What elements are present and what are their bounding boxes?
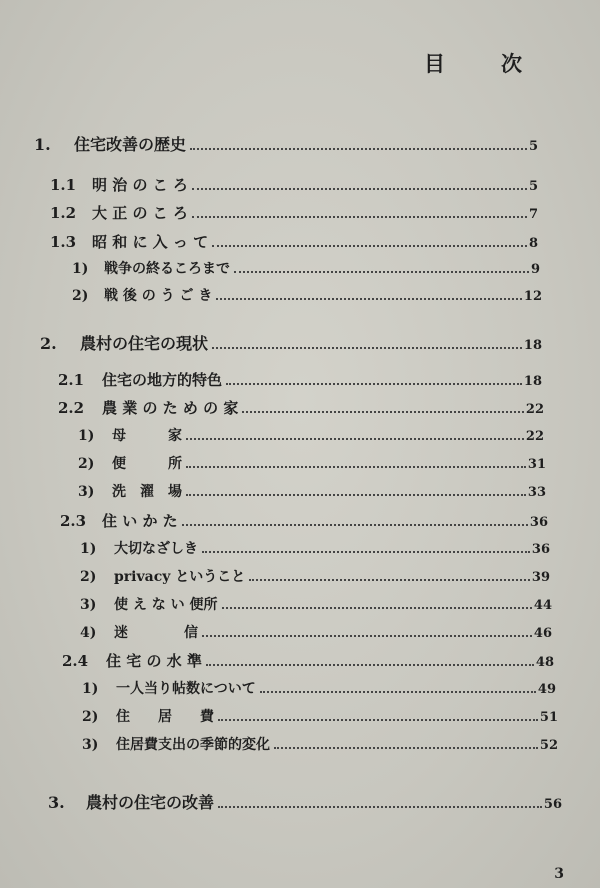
toc-title: [424, 48, 522, 78]
toc-heading: privacy ということ: [114, 569, 246, 585]
dot-leader: [226, 383, 522, 385]
toc-page-number: 39: [531, 570, 550, 585]
dot-leader: [218, 806, 542, 808]
dot-leader: [260, 691, 536, 693]
toc-subsection: [72, 258, 540, 278]
toc-heading: 農村の住宅の現状: [80, 334, 209, 353]
dot-leader: [192, 216, 527, 218]
dot-leader: [186, 466, 526, 468]
toc-page-number: 36: [529, 515, 548, 530]
toc-heading: 住 い か た: [102, 512, 178, 530]
toc-page-number: 9: [530, 262, 540, 277]
toc-heading: 農村の住宅の改善: [86, 793, 215, 812]
toc-page-number: 56: [543, 797, 562, 812]
toc-page-number: 46: [533, 626, 552, 641]
dot-leader: [186, 438, 524, 440]
toc-number: 2.4: [62, 652, 89, 670]
toc-chapter-3: [48, 790, 562, 813]
toc-heading: 明 治 の こ ろ: [92, 176, 188, 194]
dot-leader: [222, 607, 532, 609]
toc-heading: 母 家: [112, 428, 182, 444]
toc-heading: 住 居 費: [116, 709, 214, 725]
toc-heading: 農 業 の た め の 家: [102, 399, 239, 417]
toc-chapter-1: [34, 132, 538, 155]
toc-page-number: 8: [528, 236, 538, 251]
dot-leader: [234, 271, 529, 273]
toc-page-number: 52: [539, 738, 558, 753]
toc-heading: 住宅改善の歴史: [74, 135, 187, 154]
toc-section-2-1: [58, 369, 542, 390]
toc-section-1-3: [50, 231, 538, 252]
toc-number: 1): [82, 681, 99, 697]
toc-page-number: 49: [537, 682, 556, 697]
toc-subsection: [82, 706, 558, 726]
toc-subsection: [80, 622, 552, 642]
toc-title-char-1: 目: [424, 51, 445, 76]
dot-leader: [249, 579, 530, 581]
toc-number: 1.: [34, 135, 51, 154]
toc-number: 1): [78, 428, 95, 444]
toc-number: 2): [72, 288, 89, 304]
toc-section-1-1: [50, 174, 538, 195]
toc-page-number: 36: [531, 542, 550, 557]
dot-leader: [202, 635, 532, 637]
toc-page-number: 44: [533, 598, 552, 613]
toc-subsection: [80, 594, 552, 614]
toc-subsection: [72, 285, 542, 305]
dot-leader: [274, 747, 538, 749]
toc-page-number: 22: [525, 402, 544, 417]
toc-page-number: 22: [525, 429, 544, 444]
toc-subsection: [78, 481, 546, 501]
toc-number: 1): [80, 541, 97, 557]
dot-leader: [212, 245, 527, 247]
toc-section-1-2: [50, 202, 538, 223]
dot-leader: [242, 411, 524, 413]
dot-leader: [192, 188, 527, 190]
toc-heading: 大切なざしき: [114, 541, 198, 557]
toc-number: 3): [78, 484, 95, 500]
toc-heading: 住居費支出の季節的変化: [116, 737, 270, 753]
toc-page-number: 31: [527, 457, 546, 472]
dot-leader: [182, 524, 528, 526]
toc-heading: 戦 後 の う ご き: [104, 288, 213, 304]
toc-subsection: [80, 538, 550, 558]
dot-leader: [186, 494, 526, 496]
dot-leader: [206, 664, 534, 666]
dot-leader: [218, 719, 538, 721]
toc-number: 2.: [40, 334, 57, 353]
toc-number: 1.3: [50, 233, 77, 251]
toc-subsection: [78, 425, 544, 445]
dot-leader: [216, 298, 522, 300]
toc-heading: 昭 和 に 入 っ て: [92, 233, 209, 251]
toc-number: 3): [82, 737, 99, 753]
toc-number: 3.: [48, 793, 65, 812]
toc-page-number: 51: [539, 710, 558, 725]
toc-chapter-2: [40, 331, 542, 354]
toc-section-2-3: [60, 510, 548, 531]
toc-section-2-2: [58, 397, 544, 418]
toc-subsection: [80, 566, 550, 586]
toc-page-number: 5: [528, 179, 538, 194]
toc-page-number: 18: [523, 374, 542, 389]
toc-page-number: 18: [523, 338, 542, 353]
dot-leader: [190, 148, 527, 150]
toc-number: 1.2: [50, 204, 77, 222]
toc-number: 4): [80, 625, 97, 641]
toc-heading: 使 え な い 便所: [114, 597, 218, 613]
toc-title-char-2: 次: [501, 51, 522, 76]
toc-number: 2.3: [60, 512, 87, 530]
toc-subsection: [82, 678, 556, 698]
toc-heading: 迷 信: [114, 625, 198, 641]
toc-heading: 戦争の終るころまで: [104, 261, 230, 277]
toc-heading: 一人当り帖数について: [116, 681, 256, 697]
toc-page-number: 7: [528, 207, 538, 222]
toc-number: 3): [80, 597, 97, 613]
toc-number: 2.2: [58, 399, 85, 417]
toc-number: 1.1: [50, 176, 77, 194]
toc-number: 2): [80, 569, 97, 585]
toc-page-number: 12: [523, 289, 542, 304]
toc-number: 2): [82, 709, 99, 725]
toc-section-2-4: [62, 650, 554, 671]
toc-heading: 便 所: [112, 456, 182, 472]
dot-leader: [202, 551, 530, 553]
toc-heading: 洗 濯 場: [112, 484, 182, 500]
toc-heading: 住宅の地方的特色: [102, 371, 223, 389]
toc-page-number: 5: [528, 139, 538, 154]
toc-subsection: [82, 734, 558, 754]
dot-leader: [212, 347, 522, 349]
toc-heading: 住 宅 の 水 準: [106, 652, 202, 670]
toc-heading: 大 正 の こ ろ: [92, 204, 188, 222]
toc-number: 2): [78, 456, 95, 472]
toc-number: 2.1: [58, 371, 85, 389]
toc-subsection: [78, 453, 546, 473]
toc-number: 1): [72, 261, 89, 277]
toc-page-number: 48: [535, 655, 554, 670]
page-number: 3: [554, 866, 564, 882]
toc-page-number: 33: [527, 485, 546, 500]
